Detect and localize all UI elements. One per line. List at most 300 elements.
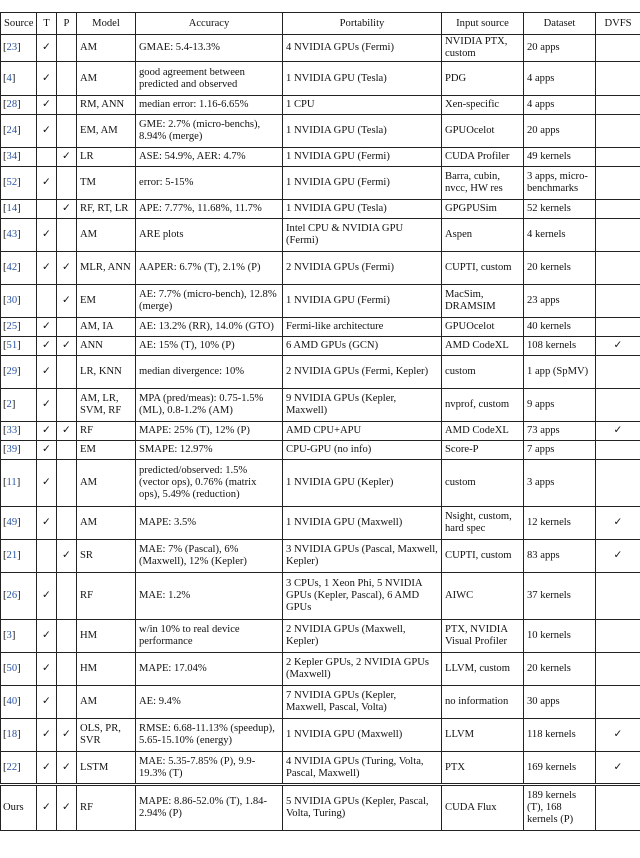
power-check-cell: [57, 719, 77, 752]
dvfs-check-cell: [596, 686, 640, 719]
accuracy-cell: AAPER: 6.7% (T), 2.1% (P): [136, 252, 283, 285]
dvfs-check-cell: [596, 115, 640, 148]
power-check-cell: [57, 507, 77, 540]
portability-cell: 1 NVIDIA GPU (Maxwell): [283, 719, 442, 752]
time-check-cell: [37, 318, 57, 337]
dataset-cell: 37 kernels: [524, 573, 596, 620]
portability-cell: Intel CPU & NVIDIA GPU (Fermi): [283, 219, 442, 252]
input-source-cell: Score-P: [442, 441, 524, 460]
time-check-cell: [37, 785, 57, 831]
check-mark-icon: ✓: [42, 321, 51, 332]
accuracy-cell: RMSE: 6.68-11.13% (speedup), 5.65-15.10% (energy): [136, 719, 283, 752]
check-mark-icon: ✓: [62, 340, 71, 351]
table-row: [1, 719, 640, 752]
check-mark-icon: ✓: [42, 590, 51, 601]
model-cell: RF, RT, LR: [77, 200, 136, 219]
power-check-cell: [57, 96, 77, 115]
accuracy-cell: MAE: 7% (Pascal), 6% (Maxwell), 12% (Kepler): [136, 540, 283, 573]
power-check-cell: [57, 441, 77, 460]
input-source-cell: LLVM, custom: [442, 653, 524, 686]
reference-link[interactable]: 22: [6, 761, 18, 773]
power-check-cell: [57, 785, 77, 831]
power-check-cell: [57, 167, 77, 200]
time-check-cell: [37, 200, 57, 219]
accuracy-cell: ASE: 54.9%, AER: 4.7%: [136, 148, 283, 167]
table-row: [1, 389, 640, 422]
col-portability: Portability: [283, 13, 442, 35]
col-t: T: [37, 13, 57, 35]
dvfs-check-cell: [596, 356, 640, 389]
table-row: [1, 337, 640, 356]
time-check-cell: [37, 219, 57, 252]
model-cell: RF: [77, 785, 136, 831]
check-mark-icon: ✓: [613, 761, 623, 773]
reference-link[interactable]: 26: [6, 590, 18, 601]
accuracy-cell: median divergence: 10%: [136, 356, 283, 389]
portability-cell: 6 AMD GPUs (GCN): [283, 337, 442, 356]
table-row: [1, 318, 640, 337]
power-check-cell: [57, 752, 77, 785]
check-mark-icon: ✓: [613, 517, 623, 528]
accuracy-cell: MAPE: 17.04%: [136, 653, 283, 686]
time-check-cell: [37, 35, 57, 62]
accuracy-cell: w/in 10% to real device performance: [136, 620, 283, 653]
col-source: Source: [1, 13, 37, 35]
time-check-cell: [37, 356, 57, 389]
power-check-cell: [57, 285, 77, 318]
check-mark-icon: ✓: [42, 399, 51, 410]
accuracy-cell: SMAPE: 12.97%: [136, 441, 283, 460]
check-mark-icon: ✓: [42, 177, 51, 188]
dataset-cell: 169 kernels: [524, 752, 596, 785]
accuracy-cell: AE: 15% (T), 10% (P): [136, 337, 283, 356]
input-source-cell: CUPTI, custom: [442, 252, 524, 285]
time-check-cell: [37, 167, 57, 200]
check-mark-icon: ✓: [62, 262, 71, 273]
dataset-cell: 83 apps: [524, 540, 596, 573]
portability-cell: 2 Kepler GPUs, 2 NVIDIA GPUs (Maxwell): [283, 653, 442, 686]
model-cell: EM: [77, 285, 136, 318]
power-check-cell: [57, 219, 77, 252]
dataset-cell: 12 kernels: [524, 507, 596, 540]
check-mark-icon: ✓: [42, 802, 51, 813]
input-source-cell: NVIDIA PTX, custom: [442, 35, 524, 62]
portability-cell: 2 NVIDIA GPUs (Maxwell, Kepler): [283, 620, 442, 653]
input-source-cell: nvprof, custom: [442, 389, 524, 422]
col-input-source: Input source: [442, 13, 524, 35]
dvfs-check-cell: [596, 507, 640, 540]
portability-cell: 3 NVIDIA GPUs (Pascal, Maxwell, Kepler): [283, 540, 442, 573]
check-mark-icon: ✓: [42, 425, 51, 436]
model-cell: MLR, ANN: [77, 252, 136, 285]
portability-cell: 1 NVIDIA GPU (Fermi): [283, 148, 442, 167]
comparison-table-container: [0, 12, 640, 831]
table-row: [1, 35, 640, 62]
dataset-cell: 7 apps: [524, 441, 596, 460]
model-cell: AM, IA: [77, 318, 136, 337]
check-mark-icon: ✓: [42, 340, 51, 351]
reference-link[interactable]: 33: [6, 425, 18, 436]
reference-link[interactable]: 30: [6, 295, 18, 306]
time-check-cell: [37, 148, 57, 167]
source-cell: [14]: [1, 200, 37, 219]
table-row: [1, 356, 640, 389]
table-row: [1, 507, 640, 540]
reference-link[interactable]: 21: [6, 550, 18, 561]
portability-cell: 3 CPUs, 1 Xeon Phi, 5 NVIDIA GPUs (Kepler, Pascal), 6 AMD GPUs: [283, 573, 442, 620]
model-cell: AM: [77, 507, 136, 540]
dvfs-check-cell: [596, 389, 640, 422]
source-cell: [23]: [1, 35, 37, 62]
reference-link[interactable]: 29: [6, 366, 18, 377]
table-row: [1, 167, 640, 200]
dataset-cell: 118 kernels: [524, 719, 596, 752]
check-mark-icon: ✓: [42, 72, 51, 84]
reference-link[interactable]: 51: [6, 340, 18, 351]
time-check-cell: [37, 460, 57, 507]
dvfs-check-cell: [596, 318, 640, 337]
check-mark-icon: ✓: [42, 761, 51, 773]
table-row: [1, 62, 640, 96]
source-cell: [43]: [1, 219, 37, 252]
model-cell: RF: [77, 573, 136, 620]
input-source-cell: AMD CodeXL: [442, 422, 524, 441]
input-source-cell: CUPTI, custom: [442, 540, 524, 573]
portability-cell: 5 NVIDIA GPUs (Kepler, Pascal, Volta, Turing): [283, 785, 442, 831]
time-check-cell: [37, 573, 57, 620]
dvfs-check-cell: [596, 422, 640, 441]
dvfs-check-cell: [596, 96, 640, 115]
reference-link[interactable]: 23: [6, 42, 18, 53]
accuracy-cell: ARE plots: [136, 219, 283, 252]
portability-cell: 9 NVIDIA GPUs (Kepler, Maxwell): [283, 389, 442, 422]
reference-link[interactable]: 14: [6, 203, 18, 214]
source-cell: [4]: [1, 62, 37, 96]
dvfs-check-cell: [596, 460, 640, 507]
dvfs-check-cell: [596, 285, 640, 318]
check-mark-icon: ✓: [42, 663, 51, 674]
model-cell: AM: [77, 219, 136, 252]
model-cell: AM: [77, 460, 136, 507]
model-cell: EM: [77, 441, 136, 460]
source-cell: [26]: [1, 573, 37, 620]
source-cell: [40]: [1, 686, 37, 719]
table-row: [1, 148, 640, 167]
dvfs-check-cell: [596, 540, 640, 573]
source-cell: [29]: [1, 356, 37, 389]
portability-cell: 2 NVIDIA GPUs (Fermi): [283, 252, 442, 285]
dataset-cell: 73 apps: [524, 422, 596, 441]
portability-cell: 1 NVIDIA GPU (Tesla): [283, 200, 442, 219]
check-mark-icon: ✓: [613, 550, 623, 561]
dvfs-check-cell: [596, 620, 640, 653]
check-mark-icon: ✓: [42, 477, 51, 488]
table-body: [1, 35, 640, 831]
dataset-cell: 189 kernels (T), 168 kernels (P): [524, 785, 596, 831]
dataset-cell: 20 apps: [524, 115, 596, 148]
reference-link[interactable]: 2: [6, 399, 12, 410]
dataset-cell: 3 apps: [524, 460, 596, 507]
source-cell: [42]: [1, 252, 37, 285]
portability-cell: 4 NVIDIA GPUs (Turing, Volta, Pascal, Maxwell): [283, 752, 442, 785]
dataset-cell: 1 app (SpMV): [524, 356, 596, 389]
dataset-cell: 20 kernels: [524, 252, 596, 285]
model-cell: TM: [77, 167, 136, 200]
col-dataset: Dataset: [524, 13, 596, 35]
power-check-cell: [57, 460, 77, 507]
dvfs-check-cell: [596, 219, 640, 252]
dataset-cell: 9 apps: [524, 389, 596, 422]
power-check-cell: [57, 540, 77, 573]
power-check-cell: [57, 686, 77, 719]
comparison-table: [0, 12, 640, 831]
portability-cell: 1 NVIDIA GPU (Kepler): [283, 460, 442, 507]
input-source-cell: PTX, NVIDIA Visual Profiler: [442, 620, 524, 653]
dvfs-check-cell: [596, 441, 640, 460]
table-row: [1, 686, 640, 719]
source-cell: [21]: [1, 540, 37, 573]
source-cell: [49]: [1, 507, 37, 540]
time-check-cell: [37, 62, 57, 96]
source-cell: [22]: [1, 752, 37, 785]
table-row: [1, 573, 640, 620]
portability-cell: 1 NVIDIA GPU (Fermi): [283, 285, 442, 318]
dataset-cell: 4 apps: [524, 96, 596, 115]
model-cell: SR: [77, 540, 136, 573]
table-row: [1, 252, 640, 285]
col-model: Model: [77, 13, 136, 35]
power-check-cell: [57, 200, 77, 219]
accuracy-cell: AE: 13.2% (RR), 14.0% (GTO): [136, 318, 283, 337]
input-source-cell: no information: [442, 686, 524, 719]
input-source-cell: LLVM: [442, 719, 524, 752]
time-check-cell: [37, 389, 57, 422]
model-cell: AM, LR, SVM, RF: [77, 389, 136, 422]
dvfs-check-cell: [596, 337, 640, 356]
time-check-cell: [37, 686, 57, 719]
reference-link[interactable]: 42: [6, 262, 18, 273]
reference-link[interactable]: 34: [6, 151, 18, 162]
model-cell: LR, KNN: [77, 356, 136, 389]
portability-cell: 2 NVIDIA GPUs (Fermi, Kepler): [283, 356, 442, 389]
reference-link[interactable]: 40: [6, 696, 18, 707]
table-row: [1, 620, 640, 653]
table-row: [1, 200, 640, 219]
table-row: [1, 540, 640, 573]
accuracy-cell: error: 5-15%: [136, 167, 283, 200]
input-source-cell: Nsight, custom, hard spec: [442, 507, 524, 540]
power-check-cell: [57, 620, 77, 653]
input-source-cell: MacSim, DRAMSIM: [442, 285, 524, 318]
input-source-cell: AIWC: [442, 573, 524, 620]
table-row: [1, 460, 640, 507]
check-mark-icon: ✓: [42, 729, 51, 740]
accuracy-cell: good agreement between predicted and observed: [136, 62, 283, 96]
portability-cell: CPU-GPU (no info): [283, 441, 442, 460]
reference-link[interactable]: 4: [6, 72, 12, 84]
check-mark-icon: ✓: [42, 229, 51, 240]
table-row: [1, 115, 640, 148]
power-check-cell: [57, 422, 77, 441]
time-check-cell: [37, 719, 57, 752]
source-cell: [39]: [1, 441, 37, 460]
accuracy-cell: MAPE: 25% (T), 12% (P): [136, 422, 283, 441]
power-check-cell: [57, 356, 77, 389]
portability-cell: 1 NVIDIA GPU (Maxwell): [283, 507, 442, 540]
power-check-cell: [57, 653, 77, 686]
table-row: [1, 653, 640, 686]
time-check-cell: [37, 507, 57, 540]
portability-cell: 7 NVIDIA GPUs (Kepler, Maxwell, Pascal, Volta): [283, 686, 442, 719]
power-check-cell: [57, 389, 77, 422]
check-mark-icon: ✓: [42, 125, 51, 136]
source-cell: [51]: [1, 337, 37, 356]
reference-link[interactable]: 3: [6, 630, 12, 641]
accuracy-cell: MPA (pred/meas): 0.75-1.5% (ML), 0.8-1.2% (AM): [136, 389, 283, 422]
time-check-cell: [37, 115, 57, 148]
check-mark-icon: ✓: [62, 550, 71, 561]
source-cell: [3]: [1, 620, 37, 653]
source-cell: [25]: [1, 318, 37, 337]
accuracy-cell: MAE: 5.35-7.85% (P), 9.9-19.3% (T): [136, 752, 283, 785]
dvfs-check-cell: [596, 148, 640, 167]
portability-cell: 1 NVIDIA GPU (Fermi): [283, 167, 442, 200]
check-mark-icon: ✓: [62, 802, 71, 813]
check-mark-icon: ✓: [613, 729, 623, 740]
time-check-cell: [37, 337, 57, 356]
check-mark-icon: ✓: [62, 761, 71, 773]
check-mark-icon: ✓: [613, 425, 623, 436]
dvfs-check-cell: [596, 573, 640, 620]
input-source-cell: Xen-specific: [442, 96, 524, 115]
col-accuracy: Accuracy: [136, 13, 283, 35]
input-source-cell: AMD CodeXL: [442, 337, 524, 356]
source-cell: Ours: [1, 785, 37, 831]
reference-link[interactable]: 52: [6, 177, 18, 188]
dvfs-check-cell: [596, 62, 640, 96]
header-row: [1, 13, 640, 35]
table-row-ours: [1, 785, 640, 831]
table-row: [1, 752, 640, 785]
reference-link[interactable]: 18: [6, 729, 18, 740]
check-mark-icon: ✓: [62, 295, 71, 306]
input-source-cell: custom: [442, 356, 524, 389]
reference-link[interactable]: 50: [6, 663, 18, 674]
dataset-cell: 20 apps: [524, 35, 596, 62]
model-cell: HM: [77, 620, 136, 653]
source-cell: [11]: [1, 460, 37, 507]
model-cell: LSTM: [77, 752, 136, 785]
reference-link[interactable]: 28: [6, 99, 18, 110]
reference-link[interactable]: 11: [6, 477, 17, 488]
input-source-cell: Aspen: [442, 219, 524, 252]
dvfs-check-cell: [596, 785, 640, 831]
check-mark-icon: ✓: [42, 444, 51, 455]
portability-cell: 1 CPU: [283, 96, 442, 115]
accuracy-cell: MAPE: 3.5%: [136, 507, 283, 540]
dvfs-check-cell: [596, 167, 640, 200]
accuracy-cell: MAPE: 8.86-52.0% (T), 1.84-2.94% (P): [136, 785, 283, 831]
input-source-cell: CUDA Profiler: [442, 148, 524, 167]
input-source-cell: Barra, cubin, nvcc, HW res: [442, 167, 524, 200]
input-source-cell: CUDA Flux: [442, 785, 524, 831]
dataset-cell: 20 kernels: [524, 653, 596, 686]
dvfs-check-cell: [596, 719, 640, 752]
table-row: [1, 441, 640, 460]
dataset-cell: 3 apps, micro-benchmarks: [524, 167, 596, 200]
check-mark-icon: ✓: [42, 99, 51, 110]
reference-link[interactable]: 49: [6, 517, 18, 528]
source-cell: [34]: [1, 148, 37, 167]
accuracy-cell: APE: 7.77%, 11.68%, 11.7%: [136, 200, 283, 219]
time-check-cell: [37, 540, 57, 573]
time-check-cell: [37, 252, 57, 285]
dvfs-check-cell: [596, 252, 640, 285]
input-source-cell: PDG: [442, 62, 524, 96]
accuracy-cell: MAE: 1.2%: [136, 573, 283, 620]
power-check-cell: [57, 148, 77, 167]
dataset-cell: 30 apps: [524, 686, 596, 719]
power-check-cell: [57, 337, 77, 356]
check-mark-icon: ✓: [42, 630, 51, 641]
source-cell: [24]: [1, 115, 37, 148]
portability-cell: AMD CPU+APU: [283, 422, 442, 441]
dvfs-check-cell: [596, 653, 640, 686]
dataset-cell: 108 kernels: [524, 337, 596, 356]
check-mark-icon: ✓: [62, 729, 71, 740]
dataset-cell: 4 apps: [524, 62, 596, 96]
input-source-cell: GPUOcelot: [442, 318, 524, 337]
check-mark-icon: ✓: [613, 340, 623, 351]
portability-cell: 1 NVIDIA GPU (Tesla): [283, 62, 442, 96]
accuracy-cell: predicted/observed: 1.5% (vector ops), 0.76% (matrix ops), 5.49% (reduction): [136, 460, 283, 507]
reference-link[interactable]: 43: [6, 229, 18, 240]
input-source-cell: custom: [442, 460, 524, 507]
portability-cell: Fermi-like architecture: [283, 318, 442, 337]
table-row: [1, 285, 640, 318]
reference-link[interactable]: 24: [6, 125, 18, 136]
model-cell: EM, AM: [77, 115, 136, 148]
time-check-cell: [37, 653, 57, 686]
accuracy-cell: median error: 1.16-6.65%: [136, 96, 283, 115]
source-cell: [30]: [1, 285, 37, 318]
accuracy-cell: AE: 7.7% (micro-bench), 12.8% (merge): [136, 285, 283, 318]
col-p: P: [57, 13, 77, 35]
reference-link[interactable]: 25: [6, 321, 18, 332]
accuracy-cell: GMAE: 5.4-13.3%: [136, 35, 283, 62]
table-row: [1, 422, 640, 441]
dataset-cell: 23 apps: [524, 285, 596, 318]
model-cell: OLS, PR, SVR: [77, 719, 136, 752]
check-mark-icon: ✓: [42, 262, 51, 273]
model-cell: LR: [77, 148, 136, 167]
dataset-cell: 4 kernels: [524, 219, 596, 252]
model-cell: AM: [77, 35, 136, 62]
check-mark-icon: ✓: [62, 425, 71, 436]
model-cell: ANN: [77, 337, 136, 356]
model-cell: AM: [77, 686, 136, 719]
accuracy-cell: GME: 2.7% (micro-benchs), 8.94% (merge): [136, 115, 283, 148]
reference-link[interactable]: 39: [6, 444, 18, 455]
power-check-cell: [57, 115, 77, 148]
dataset-cell: 40 kernels: [524, 318, 596, 337]
time-check-cell: [37, 285, 57, 318]
dataset-cell: 49 kernels: [524, 148, 596, 167]
time-check-cell: [37, 441, 57, 460]
source-cell: [50]: [1, 653, 37, 686]
model-cell: RF: [77, 422, 136, 441]
source-cell: [2]: [1, 389, 37, 422]
